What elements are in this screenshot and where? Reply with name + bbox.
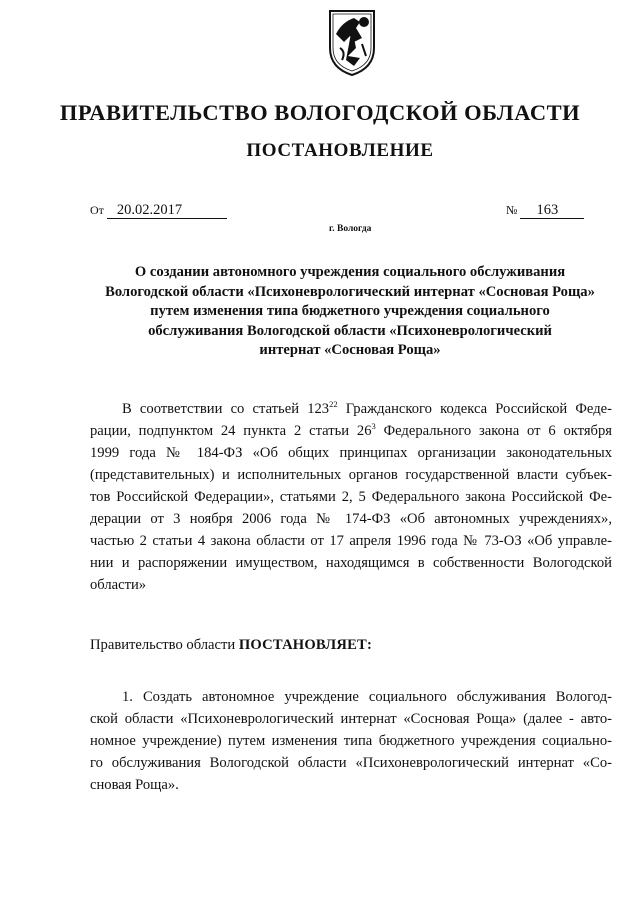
number-line — [506, 203, 584, 219]
superscript: 3 — [371, 421, 376, 431]
document-number: 163 — [520, 203, 584, 219]
document-heading — [80, 263, 620, 361]
date-prefix: От — [90, 203, 104, 217]
heading-line: О создании автономного учреждения социального обслуживания — [134, 264, 566, 280]
preamble-line: В соответствии со статьей $123^{22}$ Гражданского кодекса Российской Феде- — [122, 399, 612, 417]
clause-1 — [90, 686, 612, 796]
preamble-line: частью 2 статьи 4 закона области от 17 апреля 1996 года № 73-ОЗ «Об управле- — [90, 533, 612, 549]
clause-line: го обслуживания Вологодской области «Психоневрологический интернат «Со- — [90, 755, 612, 771]
document-date: 20.02.2017 — [107, 203, 227, 219]
clause-line: ской области «Психоневрологический интернат «Сосновая Роща» (далее - авто- — [90, 711, 612, 727]
number-prefix: № — [506, 203, 518, 217]
resolve-verb: ПОСТАНОВЛЯЕТ: — [238, 637, 373, 653]
preamble-line: области» — [90, 577, 147, 593]
preamble-line: 1999 года № 184-ФЗ «Об общих принципах организации законодательных — [90, 445, 612, 461]
preamble-line: дерации от 3 ноября 2006 года № 174-ФЗ «Об автономных учреждениях», — [90, 511, 612, 527]
government-title: ПРАВИТЕЛЬСТВО ВОЛОГОДСКОЙ ОБЛАСТИ — [59, 100, 581, 125]
heading-line: обслуживания Вологодской области «Психоневрологический — [148, 322, 552, 339]
preamble-line: нии и распоряжении имуществом, находящимся в собственности Вологодской — [90, 555, 612, 571]
city-label: г. Вологда — [329, 224, 372, 234]
superscript: 22 — [329, 399, 338, 409]
clause-line: номное учреждение) путем изменения типа бюджетного учреждения социально- — [90, 733, 612, 749]
date-line — [90, 203, 227, 219]
clause-line: сновая Роща». — [90, 777, 179, 793]
preamble-line: тов Российской Федерации», статьями 2, 5 Федерального закона Российской Фе- — [90, 489, 612, 505]
heading-line: путем изменения типа бюджетного учреждения социального — [150, 303, 550, 319]
preamble-line: рации, подпунктом 24 пункта 2 статьи $26^3$ Федерального закона от 6 октября — [90, 421, 612, 439]
coat-of-arms-icon — [326, 8, 378, 78]
document-type: ПОСТАНОВЛЕНИЕ — [246, 140, 434, 161]
heading-line: интернат «Сосновая Роща» — [259, 342, 441, 358]
preamble-line: (представительных) и исполнительных органов государственной власти субъек- — [90, 467, 612, 483]
resolve-line — [90, 637, 372, 654]
clause-line: 1. Создать автономное учреждение социального обслуживания Вологод- — [122, 689, 612, 705]
heading-line: Вологодской области «Психоневрологический интернат «Сосновая Роща» — [105, 283, 595, 300]
preamble-paragraph — [90, 398, 612, 596]
resolve-prefix: Правительство области — [90, 637, 239, 653]
